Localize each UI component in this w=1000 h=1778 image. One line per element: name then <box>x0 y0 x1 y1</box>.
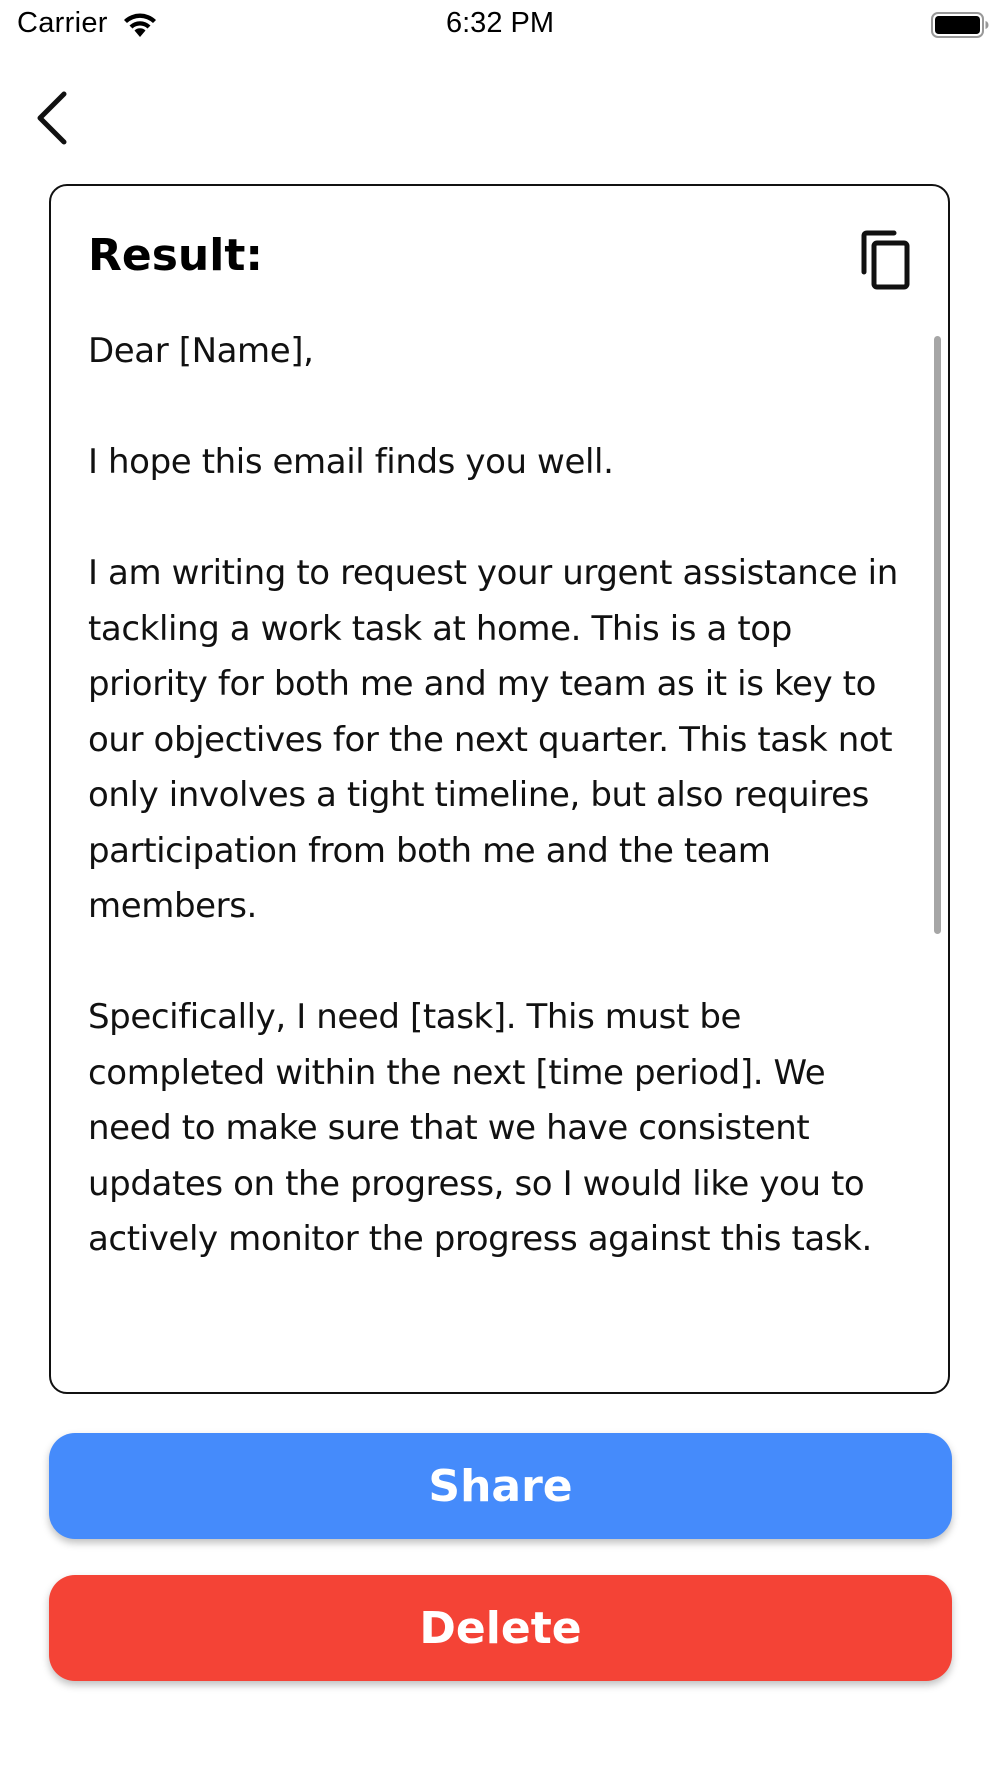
scrollbar[interactable] <box>934 336 941 934</box>
copy-icon <box>858 230 914 292</box>
share-button[interactable]: Share <box>49 1433 952 1539</box>
result-title: Result: <box>88 230 263 281</box>
result-text-area[interactable] <box>88 324 918 1364</box>
copy-button[interactable] <box>858 230 914 292</box>
back-button[interactable] <box>30 88 80 148</box>
chevron-left-icon <box>30 88 80 148</box>
delete-button[interactable]: Delete <box>49 1575 952 1681</box>
clock-time: 6:32 PM <box>446 7 554 39</box>
result-card <box>49 184 950 1394</box>
result-text: Dear [Name], I hope this email finds you well. I am writing to request your urgent assistance in tackling a work task at home. This is a top priority for both me and my team as it is key to our objectives for the next quarter. This task not only involves a tight timeline, but also requires participation from both me and the team members. Specifically, I need [task]. This must be completed within the next [time period]. We need to make sure that we have consistent updates on the progress, so I would like you to actively monitor the progress against this task. <box>88 331 898 1259</box>
battery-icon <box>931 12 989 38</box>
carrier-label: Carrier <box>17 7 108 39</box>
status-bar <box>0 0 1000 52</box>
